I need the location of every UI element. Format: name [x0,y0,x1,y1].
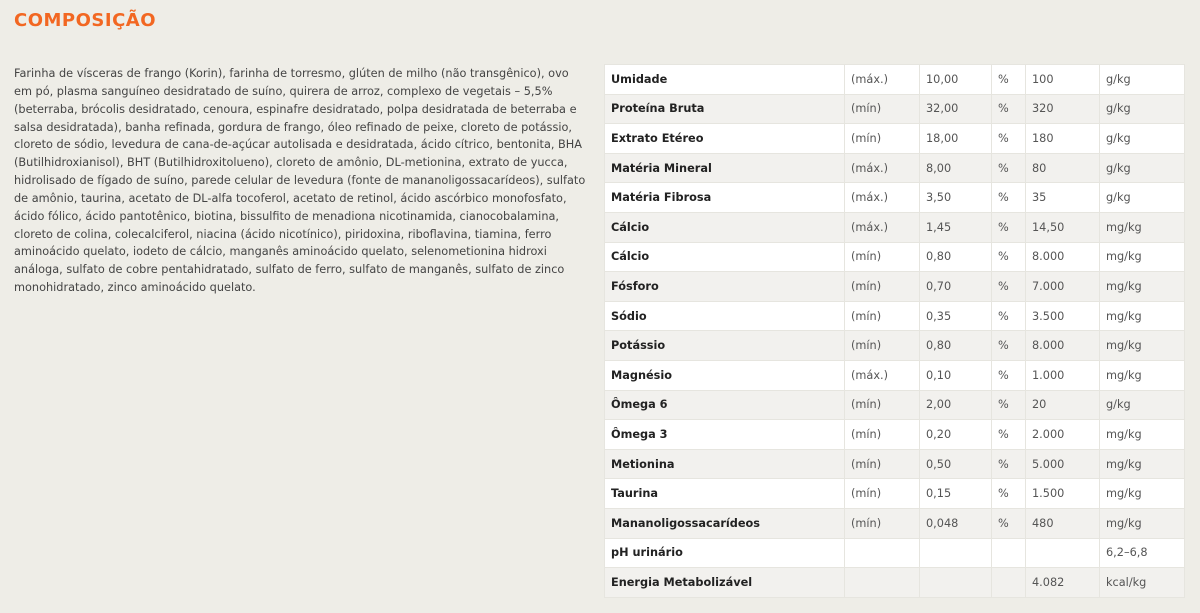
amount-value: 3.500 [1026,301,1100,331]
amount-unit: mg/kg [1100,331,1185,361]
amount-unit: g/kg [1100,183,1185,213]
table-row [605,183,1185,213]
amount-value: 5.000 [1026,449,1100,479]
qualifier: (máx.) [845,212,920,242]
percent-unit: % [992,153,1026,183]
nutrient-name: pH urinário [605,538,845,568]
amount-value: 35 [1026,183,1100,213]
section-title: COMPOSIÇÃO [14,10,157,31]
qualifier: (mín) [845,301,920,331]
percent-value: 0,15 [920,479,992,509]
qualifier: (máx.) [845,153,920,183]
amount-unit: mg/kg [1100,212,1185,242]
nutrient-name: Umidade [605,65,845,95]
amount-value: 8.000 [1026,242,1100,272]
amount-value: 8.000 [1026,331,1100,361]
amount-unit: mg/kg [1100,479,1185,509]
percent-value: 0,50 [920,449,992,479]
table-row [605,420,1185,450]
table-row [605,242,1185,272]
table-row [605,94,1185,124]
nutrient-name: Ômega 6 [605,390,845,420]
percent-unit: % [992,183,1026,213]
nutrient-name: Potássio [605,331,845,361]
nutrient-name: Proteína Bruta [605,94,845,124]
percent-unit: % [992,390,1026,420]
amount-unit: kcal/kg [1100,568,1185,598]
percent-unit: % [992,272,1026,302]
percent-value: 32,00 [920,94,992,124]
nutrient-name: Mananoligossacarídeos [605,508,845,538]
amount-unit: mg/kg [1100,272,1185,302]
amount-unit: mg/kg [1100,242,1185,272]
qualifier: (mín) [845,242,920,272]
qualifier: (mín) [845,449,920,479]
amount-value: 2.000 [1026,420,1100,450]
amount-unit: g/kg [1100,153,1185,183]
percent-value: 3,50 [920,183,992,213]
composition-description: Farinha de vísceras de frango (Korin), farinha de torresmo, glúten de milho (não transgênico), ovo em pó, plasma sanguíneo desidratado de suíno, quirera de arroz, complexo de vegetais – 5,5% (beterraba, brócolis desidratado, cenoura, espinafre desidratado, polpa desidratada de beterraba e salsa desidratada), banha refinada, gordura de frango, óleo refinado de peixe, cloreto de potássio, cloreto de sódio, levedura de cana-de-açúcar autolisada e desidratada, ácido cítrico, bentonita, BHA (Butilhidroxianisol), BHT (Butilhidroxitolueno), cloreto de amônio, DL-metionina, extrato de yucca, hidrolisado de fígado de suíno, parede celular de levedura (fonte de mananoligossacarídeos), sulfato de amônio, taurina, acetato de DL-alfa tocoferol, acetato de retinol, ácido ascórbico monofosfato, ácido fólico, ácido pantotênico, biotina, bissulfito de menadiona nicotinamida, cianocobalamina, cloreto de colina, colecalciferol, niacina (ácido nicotínico), piridoxina, riboflavina, tiamina, ferro aminoácido quelato, iodeto de cálcio, manganês aminoácido quelato, selenometionina hidroxi análoga, sulfato de cobre pentahidratado, sulfato de ferro, sulfato de manganês, sulfato de zinco monohidratado, zinco aminoácido quelato. [14,67,586,295]
amount-value: 7.000 [1026,272,1100,302]
nutrient-name: Matéria Mineral [605,153,845,183]
percent-unit: % [992,449,1026,479]
percent-value [920,568,992,598]
amount-unit: g/kg [1100,94,1185,124]
table-row [605,568,1185,598]
qualifier: (mín) [845,94,920,124]
nutrient-name: Cálcio [605,242,845,272]
nutrient-name: Sódio [605,301,845,331]
nutrient-name: Matéria Fibrosa [605,183,845,213]
amount-unit: g/kg [1100,124,1185,154]
amount-value: 1.500 [1026,479,1100,509]
percent-unit: % [992,94,1026,124]
percent-value: 18,00 [920,124,992,154]
amount-unit: 6,2–6,8 [1100,538,1185,568]
table-row [605,331,1185,361]
amount-unit: mg/kg [1100,360,1185,390]
nutrient-name: Metionina [605,449,845,479]
percent-unit [992,538,1026,568]
percent-value: 0,048 [920,508,992,538]
qualifier: (mín) [845,508,920,538]
qualifier [845,568,920,598]
percent-unit: % [992,360,1026,390]
percent-value: 0,80 [920,242,992,272]
percent-unit: % [992,508,1026,538]
table-row [605,65,1185,95]
amount-unit: mg/kg [1100,508,1185,538]
amount-value: 480 [1026,508,1100,538]
percent-unit: % [992,65,1026,95]
table-row [605,538,1185,568]
amount-unit: g/kg [1100,390,1185,420]
qualifier [845,538,920,568]
table-row [605,360,1185,390]
percent-value: 0,70 [920,272,992,302]
qualifier: (mín) [845,124,920,154]
percent-value: 0,80 [920,331,992,361]
amount-value: 20 [1026,390,1100,420]
qualifier: (mín) [845,420,920,450]
qualifier: (mín) [845,331,920,361]
qualifier: (mín) [845,390,920,420]
amount-value: 14,50 [1026,212,1100,242]
nutrient-name: Fósforo [605,272,845,302]
percent-unit [992,568,1026,598]
nutrient-name: Energia Metabolizável [605,568,845,598]
table-row [605,124,1185,154]
percent-unit: % [992,242,1026,272]
amount-unit: mg/kg [1100,420,1185,450]
percent-value: 10,00 [920,65,992,95]
percent-value: 0,35 [920,301,992,331]
table-row [605,272,1185,302]
nutrient-name: Ômega 3 [605,420,845,450]
table-row [605,479,1185,509]
table-row [605,212,1185,242]
percent-unit: % [992,420,1026,450]
amount-unit: g/kg [1100,65,1185,95]
percent-value: 1,45 [920,212,992,242]
amount-unit: mg/kg [1100,301,1185,331]
amount-value [1026,538,1100,568]
amount-value: 180 [1026,124,1100,154]
nutrition-table [604,64,1184,598]
qualifier: (máx.) [845,65,920,95]
amount-value: 320 [1026,94,1100,124]
table-row [605,153,1185,183]
table-row [605,508,1185,538]
amount-value: 4.082 [1026,568,1100,598]
percent-unit: % [992,301,1026,331]
percent-value [920,538,992,568]
percent-value: 0,10 [920,360,992,390]
nutrient-name: Extrato Etéreo [605,124,845,154]
qualifier: (mín) [845,272,920,302]
percent-unit: % [992,124,1026,154]
percent-unit: % [992,212,1026,242]
qualifier: (máx.) [845,183,920,213]
amount-value: 80 [1026,153,1100,183]
percent-unit: % [992,479,1026,509]
nutrient-name: Magnésio [605,360,845,390]
table-row [605,390,1185,420]
amount-value: 100 [1026,65,1100,95]
percent-unit: % [992,331,1026,361]
table-row [605,301,1185,331]
nutrient-name: Cálcio [605,212,845,242]
nutrient-name: Taurina [605,479,845,509]
amount-value: 1.000 [1026,360,1100,390]
qualifier: (mín) [845,479,920,509]
percent-value: 0,20 [920,420,992,450]
qualifier: (máx.) [845,360,920,390]
percent-value: 8,00 [920,153,992,183]
amount-unit: mg/kg [1100,449,1185,479]
percent-value: 2,00 [920,390,992,420]
table-row [605,449,1185,479]
